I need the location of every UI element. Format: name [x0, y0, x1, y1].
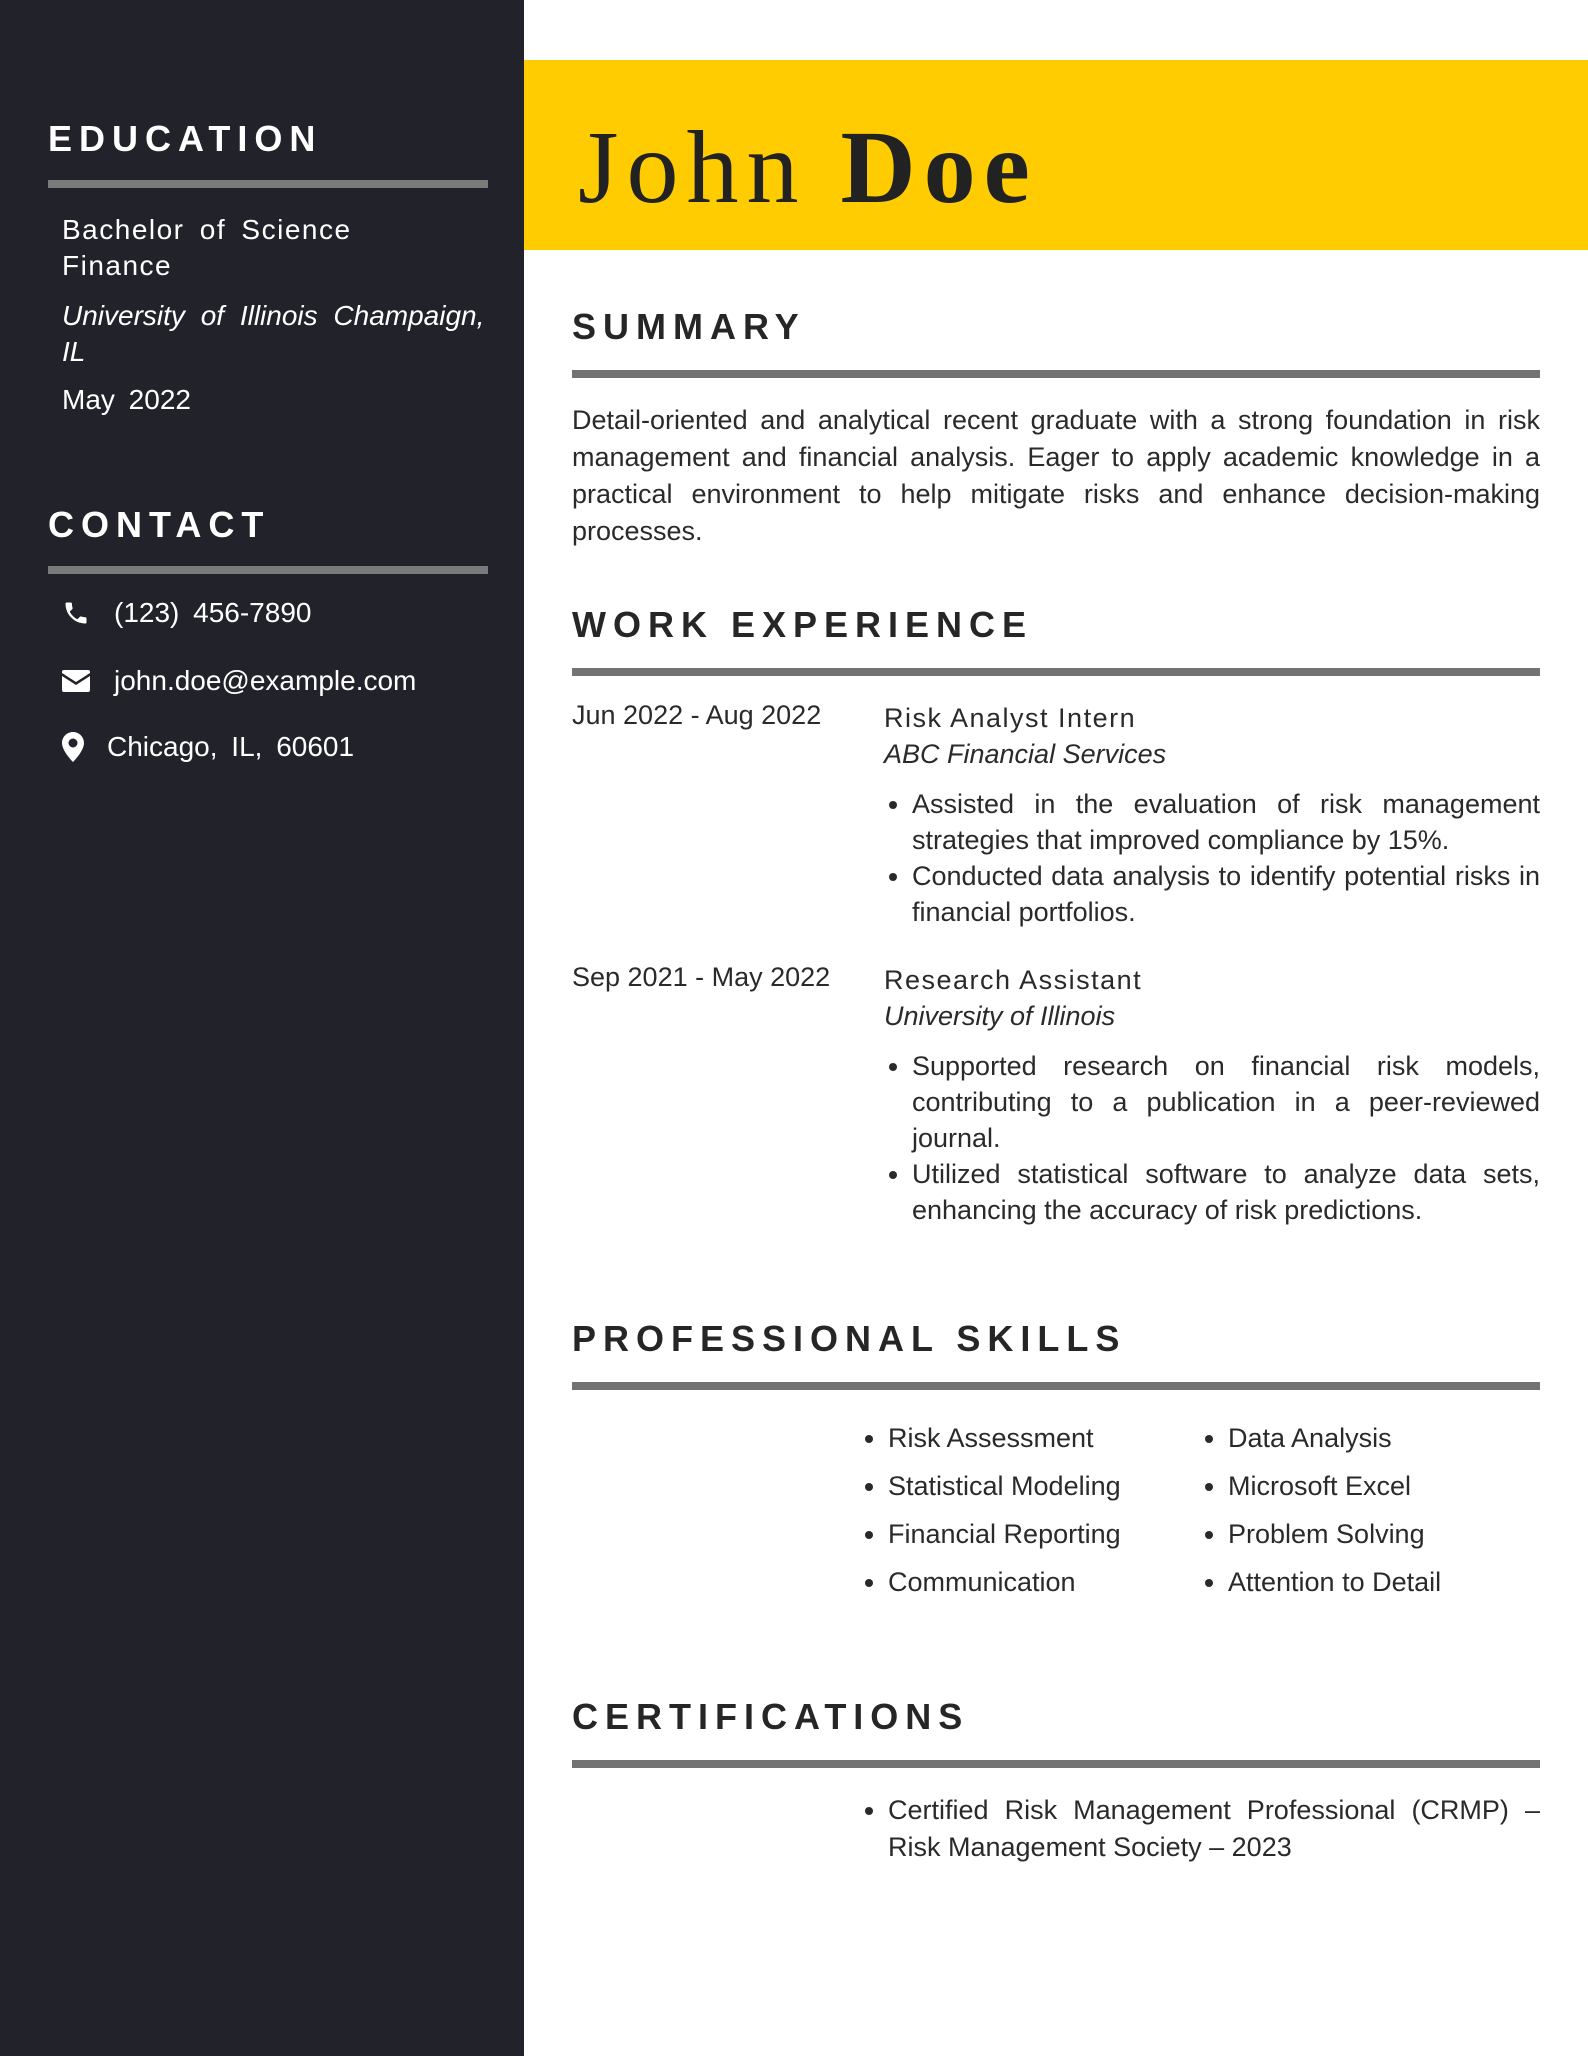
- certifications-list: [852, 1792, 1540, 1866]
- summary-divider: [572, 370, 1540, 378]
- skills-column-1: [852, 1414, 1192, 1606]
- job-title: Risk Analyst Intern: [884, 703, 1137, 733]
- education-degree: [62, 212, 492, 284]
- skill-item: • Risk Assessment: [888, 1414, 1192, 1462]
- skill-item: • Financial Reporting: [888, 1510, 1192, 1558]
- contact-heading: CONTACT: [48, 504, 271, 545]
- skills-list: [852, 1414, 1532, 1606]
- contact-divider: [48, 566, 488, 574]
- contact-email[interactable]: [62, 665, 416, 697]
- job-bullet: • Utilized statistical software to analyze data sets, enhancing the accuracy of risk predictions.: [912, 1156, 1540, 1228]
- job-bullets: [884, 1048, 1540, 1228]
- contact-location: [62, 731, 354, 763]
- degree-name: Bachelor of Science: [62, 214, 352, 245]
- job-details: [884, 700, 1540, 930]
- certifications-heading: CERTIFICATIONS: [572, 1696, 970, 1737]
- job-company: ABC Financial Services: [884, 739, 1167, 769]
- summary-text: Detail-oriented and analytical recent graduate with a strong foundation in risk management and financial analysis. Eager to apply academic knowledge in a practical environment to help mitigate risks and enhance decision-making processes.: [572, 405, 1540, 546]
- job-dates: Jun 2022 - Aug 2022: [572, 700, 822, 730]
- skills-column-2: [1192, 1414, 1532, 1606]
- email-address: john.doe@example.com: [114, 665, 417, 696]
- certification-item: • Certified Risk Management Professional (CRMP) – Risk Management Society – 2023: [888, 1792, 1540, 1866]
- education-divider: [48, 180, 488, 188]
- work-experience-divider: [572, 668, 1540, 676]
- candidate-name: [578, 108, 1038, 228]
- location-pin-icon: [62, 732, 107, 762]
- skill-item: • Communication: [888, 1558, 1192, 1606]
- phone-number: (123) 456-7890: [114, 597, 312, 628]
- education-school: University of Illinois Champaign, IL: [62, 300, 485, 367]
- sidebar: [0, 0, 524, 2056]
- phone-icon: [62, 599, 114, 627]
- location-text: Chicago, IL, 60601: [107, 731, 355, 762]
- contact-phone[interactable]: [62, 597, 311, 629]
- job-company: University of Illinois: [884, 1001, 1116, 1031]
- education-heading: EDUCATION: [48, 118, 323, 159]
- envelope-icon: [62, 670, 114, 692]
- job-bullet: • Supported research on financial risk models, contributing to a publication in a peer-reviewed journal.: [912, 1048, 1540, 1156]
- summary-heading: SUMMARY: [572, 306, 806, 347]
- skill-item: • Attention to Detail: [1228, 1558, 1532, 1606]
- skill-item: • Problem Solving: [1228, 1510, 1532, 1558]
- work-experience-heading: WORK EXPERIENCE: [572, 604, 1034, 645]
- job-details: [884, 962, 1540, 1228]
- job-bullet: • Assisted in the evaluation of risk management strategies that improved compliance by 15%.: [912, 786, 1540, 858]
- last-name: Doe: [840, 110, 1038, 225]
- skill-item: • Microsoft Excel: [1228, 1462, 1532, 1510]
- degree-major: Finance: [62, 250, 173, 281]
- skills-heading: PROFESSIONAL SKILLS: [572, 1318, 1127, 1359]
- job-bullet: • Conducted data analysis to identify potential risks in financial portfolios.: [912, 858, 1540, 930]
- education-date: May 2022: [62, 384, 191, 415]
- job-bullets: [884, 786, 1540, 930]
- skill-item: • Data Analysis: [1228, 1414, 1532, 1462]
- job-title: Research Assistant: [884, 965, 1143, 995]
- first-name: John: [578, 110, 807, 225]
- skills-divider: [572, 1382, 1540, 1390]
- skill-item: • Statistical Modeling: [888, 1462, 1192, 1510]
- job-dates: Sep 2021 - May 2022: [572, 962, 831, 992]
- certifications-divider: [572, 1760, 1540, 1768]
